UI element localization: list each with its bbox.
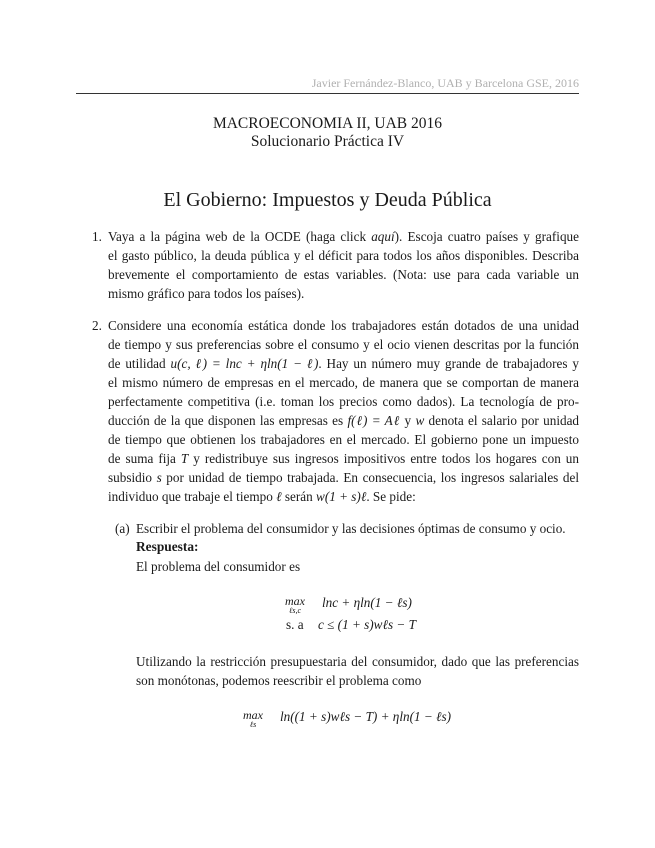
link-aqui[interactable]: aquí [371, 229, 395, 244]
item-2-line-3 [108, 354, 579, 373]
equation-2-max [243, 709, 263, 729]
text-run: . Se pide: [366, 489, 416, 504]
text-run: de utilidad [108, 356, 171, 371]
item-2-line-10 [108, 487, 579, 506]
answer-para-line-1: Utilizando la restricción presupuestaria del consumidor, dado que las preferencias [136, 654, 579, 669]
item-2-number: 2. [92, 318, 102, 333]
math-tax: T [180, 451, 189, 466]
subitem-a-question: Escribir el problema del consumidor y las decisiones óptimas de consumo y ocio. [136, 521, 566, 536]
text-run: ducción de la que disponen las empresas es [108, 413, 348, 428]
section-title: El Gobierno: Impuestos y Deuda Pública [163, 189, 492, 211]
subitem-a-label: (a) [115, 521, 130, 536]
item-2-line-5: perfectamente competitiva (i.e. toman los precios como dados). La tecnología de pro- [108, 394, 579, 409]
answer-intro: El problema del consumidor es [136, 559, 301, 574]
item-2-line-9 [108, 468, 579, 487]
header-rule [76, 93, 579, 94]
item-1-line-4: mismo gráfico para todos los países). [108, 286, 305, 301]
max-subscript: ℓs [249, 720, 257, 729]
item-2-line-6 [108, 411, 579, 430]
text-run: denota el salario por unidad [424, 413, 580, 428]
equation-1-constraint: c ≤ (1 + s)wℓs − T [318, 617, 416, 632]
text-run: por unidad de tiempo trabajada. En consecuencia, los ingresos salariales del [161, 470, 580, 485]
math-income: w(1 + s)ℓ [316, 489, 367, 504]
text-run: ). Escoja cuatro países y grafique [394, 229, 579, 244]
equation-1-objective: lnc + ηln(1 − ℓs) [322, 595, 412, 610]
item-2-line-7: de tiempo que obtienen los trabajadores en el mercado. El gobierno pone un impuesto [108, 432, 579, 447]
running-header: Javier Fernández-Blanco, UAB y Barcelona GSE, 2016 [311, 76, 579, 90]
text-run: individuo que trabaje el tiempo [108, 489, 277, 504]
equation-1-st-label: s. a [286, 617, 304, 632]
item-1-number: 1. [92, 229, 102, 244]
text-run: y [400, 413, 416, 428]
max-operator [285, 595, 305, 615]
equation-1-max [285, 595, 305, 615]
max-label: max [285, 594, 305, 608]
course-title: MACROECONOMIA II, UAB 2016 [212, 115, 443, 132]
item-2-line-4: el mismo número de empresas en el mercado, de manera que se comportan de manera [108, 375, 579, 390]
answer-para-line-2: son monótonas, podemos reescribir el problema como [136, 673, 422, 688]
item-2-line-1: Considere una economía estática donde los trabajadores están dotados de una unidad [108, 318, 579, 333]
math-utility: u(c, ℓ) = lnc + ηln(1 − ℓ) [170, 356, 319, 371]
math-subsidy: s [156, 470, 162, 485]
text-run: Vaya a la página web de la OCDE (haga click [108, 229, 372, 244]
text-run: y redistribuye sus ingresos impositivos entre todos los hogares con un [188, 451, 579, 466]
text-run: de suma fija [108, 451, 181, 466]
equation-2-objective: ln((1 + s)wℓs − T) + ηln(1 − ℓs) [280, 709, 452, 724]
answer-label: Respuesta: [136, 539, 199, 554]
item-1-line-2: el gasto público, la deuda pública y el déficit para todos los años disponibles. Describa [108, 248, 579, 263]
max-label: max [243, 708, 263, 722]
text-run: serán [281, 489, 317, 504]
item-1-line-3: brevemente el comportamiento de estas variables. (Nota: use para cada variable un [108, 267, 579, 282]
course-subtitle: Solucionario Práctica IV [250, 133, 405, 150]
max-subscript: ℓs,c [289, 606, 301, 615]
math-wage: w [415, 413, 425, 428]
item-1-line-1 [108, 227, 579, 246]
math-time: ℓ [276, 489, 282, 504]
text-run: subsidio [108, 470, 157, 485]
math-technology: f(ℓ) = Aℓ [347, 413, 401, 428]
max-operator [243, 709, 263, 729]
item-2-line-8 [108, 449, 579, 468]
text-run: . Hay un número muy grande de trabajadores y [318, 356, 579, 371]
item-2-line-2: de tiempo y sus preferencias sobre el consumo y el ocio vienen descritas por la función [108, 337, 579, 352]
